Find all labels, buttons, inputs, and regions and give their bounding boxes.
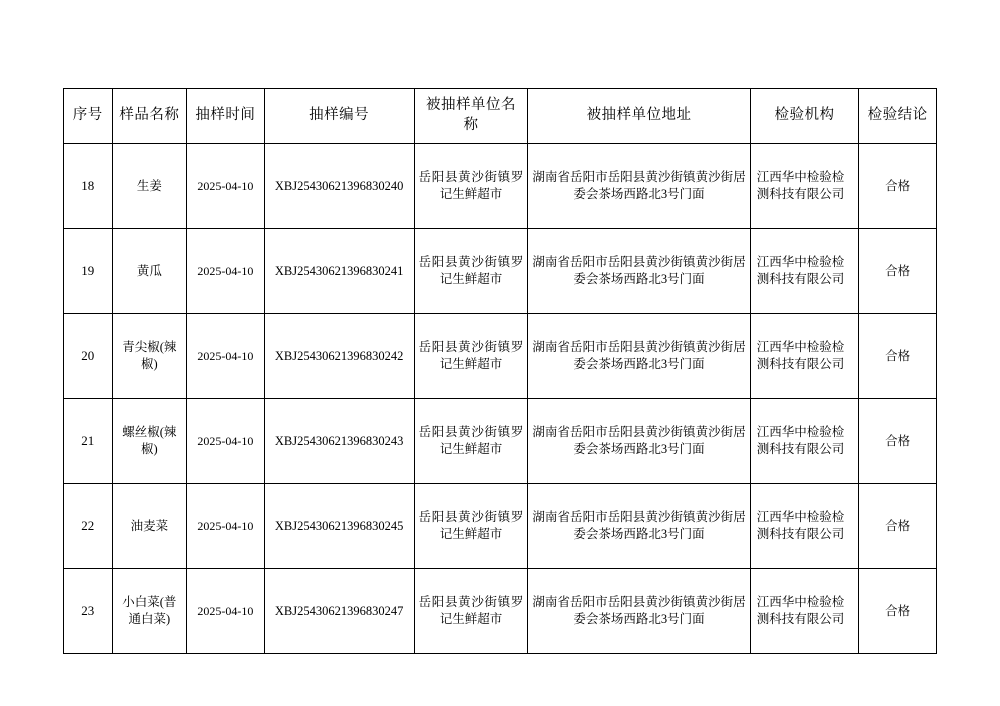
cell-index: 22 xyxy=(64,484,113,569)
cell-text: 湖南省岳阳市岳阳县黄沙街镇黄沙街居委会茶场西路北3号门面 xyxy=(532,595,746,626)
cell-sampling-date: 2025-04-10 xyxy=(187,569,265,654)
cell-inspection-org xyxy=(750,314,859,399)
cell-index: 21 xyxy=(64,399,113,484)
table-row xyxy=(64,569,937,654)
table-header xyxy=(64,89,937,144)
table-body xyxy=(64,144,937,654)
cell-sampling-code: XBJ25430621396830240 xyxy=(264,144,414,229)
cell-inspection-org xyxy=(750,399,859,484)
cell-sampling-date: 2025-04-10 xyxy=(187,484,265,569)
cell-sample-name: 油麦菜 xyxy=(112,484,186,569)
cell-sampled-unit-address xyxy=(528,569,750,654)
cell-conclusion: 合格 xyxy=(859,484,937,569)
cell-conclusion: 合格 xyxy=(859,314,937,399)
cell-inspection-org xyxy=(750,144,859,229)
cell-sampling-date: 2025-04-10 xyxy=(187,399,265,484)
cell-sampled-unit-name xyxy=(414,399,528,484)
table-row xyxy=(64,399,937,484)
cell-conclusion: 合格 xyxy=(859,399,937,484)
cell-text: 江西华中检验检测科技有限公司 xyxy=(756,170,845,201)
table-row xyxy=(64,144,937,229)
cell-text: 湖南省岳阳市岳阳县黄沙街镇黄沙街居委会茶场西路北3号门面 xyxy=(532,340,746,371)
cell-text: 岳阳县黄沙街镇罗记生鲜超市 xyxy=(418,510,524,541)
column-header-sample-name: 样品名称 xyxy=(112,89,186,144)
cell-sampled-unit-address xyxy=(528,144,750,229)
cell-text: 岳阳县黄沙街镇罗记生鲜超市 xyxy=(418,170,524,201)
column-header-sampled-unit-address: 被抽样单位地址 xyxy=(528,89,750,144)
cell-text: 岳阳县黄沙街镇罗记生鲜超市 xyxy=(418,425,524,456)
cell-sampling-date: 2025-04-10 xyxy=(187,144,265,229)
cell-text: 江西华中检验检测科技有限公司 xyxy=(756,255,845,286)
cell-sampled-unit-address xyxy=(528,314,750,399)
table-row xyxy=(64,314,937,399)
cell-inspection-org xyxy=(750,484,859,569)
cell-sampled-unit-name xyxy=(414,314,528,399)
cell-index: 19 xyxy=(64,229,113,314)
column-header-sampling-code: 抽样编号 xyxy=(264,89,414,144)
cell-sample-name: 生姜 xyxy=(112,144,186,229)
cell-sampled-unit-name xyxy=(414,229,528,314)
cell-sampled-unit-address xyxy=(528,399,750,484)
cell-sample-name: 青尖椒(辣椒) xyxy=(112,314,186,399)
column-header-conclusion: 检验结论 xyxy=(859,89,937,144)
cell-text: 江西华中检验检测科技有限公司 xyxy=(756,425,845,456)
cell-text: 江西华中检验检测科技有限公司 xyxy=(756,595,845,626)
cell-sampled-unit-name xyxy=(414,144,528,229)
cell-sampled-unit-address xyxy=(528,484,750,569)
cell-sampling-code: XBJ25430621396830247 xyxy=(264,569,414,654)
column-header-inspection-org: 检验机构 xyxy=(750,89,859,144)
cell-sampling-code: XBJ25430621396830243 xyxy=(264,399,414,484)
cell-sampled-unit-name xyxy=(414,569,528,654)
cell-sample-name: 小白菜(普通白菜) xyxy=(112,569,186,654)
cell-sampling-code: XBJ25430621396830241 xyxy=(264,229,414,314)
column-header-sampled-unit-name: 被抽样单位名称 xyxy=(414,89,528,144)
cell-sample-name: 黄瓜 xyxy=(112,229,186,314)
table-header-row xyxy=(64,89,937,144)
cell-text: 江西华中检验检测科技有限公司 xyxy=(756,340,845,371)
cell-sample-name: 螺丝椒(辣椒) xyxy=(112,399,186,484)
sample-inspection-table xyxy=(63,88,937,654)
cell-index: 20 xyxy=(64,314,113,399)
cell-conclusion: 合格 xyxy=(859,229,937,314)
cell-sampling-code: XBJ25430621396830245 xyxy=(264,484,414,569)
cell-inspection-org xyxy=(750,229,859,314)
cell-index: 18 xyxy=(64,144,113,229)
table-row xyxy=(64,484,937,569)
cell-text: 湖南省岳阳市岳阳县黄沙街镇黄沙街居委会茶场西路北3号门面 xyxy=(532,425,746,456)
cell-sampled-unit-address xyxy=(528,229,750,314)
cell-text: 岳阳县黄沙街镇罗记生鲜超市 xyxy=(418,340,524,371)
column-header-sampling-date: 抽样时间 xyxy=(187,89,265,144)
cell-text: 江西华中检验检测科技有限公司 xyxy=(756,510,845,541)
cell-text: 湖南省岳阳市岳阳县黄沙街镇黄沙街居委会茶场西路北3号门面 xyxy=(532,255,746,286)
cell-sampling-date: 2025-04-10 xyxy=(187,229,265,314)
column-header-index: 序号 xyxy=(64,89,113,144)
cell-inspection-org xyxy=(750,569,859,654)
table-row xyxy=(64,229,937,314)
cell-index: 23 xyxy=(64,569,113,654)
cell-text: 湖南省岳阳市岳阳县黄沙街镇黄沙街居委会茶场西路北3号门面 xyxy=(532,510,746,541)
cell-sampling-code: XBJ25430621396830242 xyxy=(264,314,414,399)
cell-text: 岳阳县黄沙街镇罗记生鲜超市 xyxy=(418,595,524,626)
cell-sampling-date: 2025-04-10 xyxy=(187,314,265,399)
cell-text: 岳阳县黄沙街镇罗记生鲜超市 xyxy=(418,255,524,286)
sample-inspection-table-container xyxy=(63,88,937,654)
cell-conclusion: 合格 xyxy=(859,569,937,654)
cell-sampled-unit-name xyxy=(414,484,528,569)
cell-text: 湖南省岳阳市岳阳县黄沙街镇黄沙街居委会茶场西路北3号门面 xyxy=(532,170,746,201)
cell-conclusion: 合格 xyxy=(859,144,937,229)
